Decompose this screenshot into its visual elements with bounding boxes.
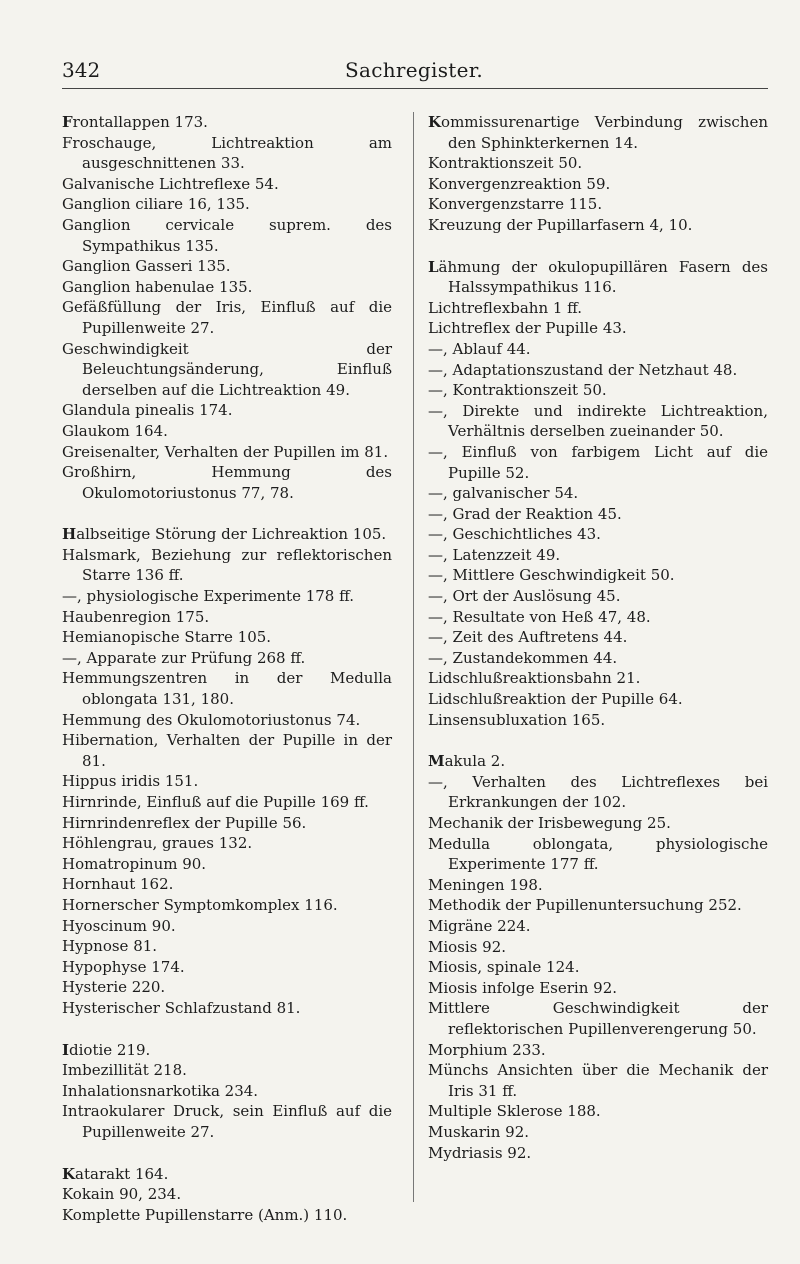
index-letter-group [62,1164,392,1226]
index-entry: Lähmung der okulopupillären Fasern des Halssympathikus 116. [428,257,768,297]
index-entry: Mittlere Geschwindigkeit der reflektorischen Pupillenverengerung 50. [428,999,768,1038]
index-entry: Linsensubluxation 165. [428,710,606,729]
index-entry: Großhirn, Hemmung des Okulomotoriustonus 77, 78. [62,463,392,502]
index-entry: Medulla oblongata, physiologische Experimente 177 ff. [428,834,768,874]
index-entry: Münchs Ansichten über die Mechanik der Iris 31 ff. [428,1061,768,1100]
index-entry: Kokain 90, 234. [62,1185,182,1204]
index-entry: Greisenalter, Verhalten der Pupillen im 81. [62,442,389,461]
index-entry: Hornhaut 162. [62,875,174,894]
index-entry: Glandula pinealis 174. [62,401,233,420]
index-entry: Hemmung des Okulomotoriustonus 74. [62,710,361,729]
index-entry: Höhlengrau, graues 132. [62,834,253,853]
index-entry: Hyoscinum 90. [62,916,176,935]
index-entry: Imbezillität 218. [62,1061,187,1080]
index-entry: Konvergenzstarre 115. [428,195,603,214]
index-entry: Makula 2. [428,752,506,771]
index-column-left [62,112,392,1246]
index-letter-group [428,257,768,731]
index-entry: —, Geschichtliches 43. [428,525,601,544]
index-entry: Lidschlußreaktionsbahn 21. [428,669,641,688]
page-number: 342 [62,58,101,82]
index-entry: Multiple Sklerose 188. [428,1102,601,1121]
index-entry: —, Ort der Auslösung 45. [428,587,621,606]
index-entry: Gefäßfüllung der Iris, Einfluß auf die Pupillenweite 27. [62,298,392,337]
index-entry: Glaukom 164. [62,421,168,440]
index-entry: Mechanik der Irisbewegung 25. [428,814,671,832]
index-entry: Komplette Pupillenstarre (Anm.) 110. [62,1205,348,1224]
index-entry: —, Zustandekommen 44. [428,648,618,667]
index-entry: Kontraktionszeit 50. [428,154,583,173]
index-entry: —, galvanischer 54. [428,484,579,503]
column-divider [413,112,414,1202]
index-entry: Froschauge, Lichtreaktion am ausgeschnittenen 33. [62,133,392,173]
index-letter-group [428,112,768,236]
index-entry: —, Ablauf 44. [428,339,531,358]
index-entry: Methodik der Pupillenuntersuchung 252. [428,896,742,915]
index-entry: Kreuzung der Pupillarfasern 4, 10. [428,215,693,234]
index-entry: Mydriasis 92. [428,1143,532,1162]
index-entry: Konvergenzreaktion 59. [428,174,611,193]
index-entry: Ganglion cervicale suprem. des Sympathikus 135. [62,215,392,255]
index-entry: —, Kontraktionszeit 50. [428,381,607,400]
index-entry: Geschwindigkeit der Beleuchtungsänderung, Einfluß derselben auf die Lichtreaktion 49. [62,339,392,399]
index-entry: —, physiologische Experimente 178 ff. [62,587,355,606]
index-entry: Hemianopische Starre 105. [62,628,272,647]
index-entry: —, Direkte und indirekte Lichtreaktion, Verhältnis derselben zueinander 50. [428,401,768,441]
index-entry: Idiotie 219. [62,1040,151,1059]
index-letter-group [62,524,392,1018]
index-entry: —, Zeit des Auftretens 44. [428,628,628,647]
index-entry: —, Apparate zur Prüfung 268 ff. [62,648,306,667]
page-header [0,50,800,90]
index-entry: Intraokularer Druck, sein Einfluß auf die Pupillenweite 27. [62,1102,392,1141]
index-entry: Lidschlußreaktion der Pupille 64. [428,690,683,709]
index-entry: —, Verhalten des Lichtreflexes bei Erkrankungen der 102. [428,772,768,812]
index-entry: —, Adaptationszustand der Netzhaut 48. [428,360,738,379]
index-entry: Miosis, spinale 124. [428,958,580,977]
index-entry: Galvanische Lichtreflexe 54. [62,174,279,193]
index-entry: Haubenregion 175. [62,607,210,626]
index-entry: Migräne 224. [428,916,531,935]
index-entry: Homatropinum 90. [62,854,207,873]
index-entry: Hemmungszentren in der Medulla oblongata 131, 180. [62,669,392,709]
index-entry: —, Grad der Reaktion 45. [428,504,622,523]
index-entry: —, Mittlere Geschwindigkeit 50. [428,566,675,585]
index-entry: Ganglion ciliare 16, 135. [62,195,250,214]
index-entry: Hornerscher Symptomkomplex 116. [62,895,338,914]
index-entry: Halbseitige Störung der Lichreaktion 105. [62,525,387,544]
index-letter-group [62,112,392,503]
index-letter-group [62,1040,392,1143]
index-entry: Hirnrinde, Einfluß auf die Pupille 169 ff. [62,793,369,811]
index-entry: Hysterie 220. [62,978,166,997]
index-entry: Hippus iridis 151. [62,772,199,791]
index-entry: Miosis infolge Eserin 92. [428,978,618,997]
index-entry: Katarakt 164. [62,1164,169,1183]
index-column-right [428,112,768,1184]
index-letter-group [428,751,768,1163]
index-entry: Lichtreflexbahn 1 ff. [428,298,583,317]
index-entry: Morphium 233. [428,1040,546,1059]
index-entry: Kommissurenartige Verbindung zwischen den Sphinkterkernen 14. [428,113,768,152]
index-entry: Frontallappen 173. [62,113,208,131]
running-title: Sachregister. [345,58,484,82]
index-entry: —, Latenzzeit 49. [428,545,561,564]
index-entry: —, Resultate von Heß 47, 48. [428,607,651,626]
index-entry: Hirnrindenreflex der Pupille 56. [62,813,307,832]
header-rule [62,88,768,89]
index-entry: Hypophyse 174. [62,957,185,976]
index-entry: Ganglion Gasseri 135. [62,257,231,276]
index-entry: Lichtreflex der Pupille 43. [428,319,627,338]
index-entry: Hysterischer Schlafzustand 81. [62,998,301,1017]
index-entry: Halsmark, Beziehung zur reflektorischen Starre 136 ff. [62,545,392,585]
index-entry: Hibernation, Verhalten der Pupille in der 81. [62,731,392,770]
index-entry: Muskarin 92. [428,1122,530,1141]
index-entry: —, Einfluß von farbigem Licht auf die Pupille 52. [428,442,768,482]
index-entry: Inhalationsnarkotika 234. [62,1081,259,1100]
index-entry: Hypnose 81. [62,937,158,956]
index-entry: Miosis 92. [428,937,507,956]
index-entry: Ganglion habenulae 135. [62,277,253,296]
index-entry: Meningen 198. [428,875,543,894]
